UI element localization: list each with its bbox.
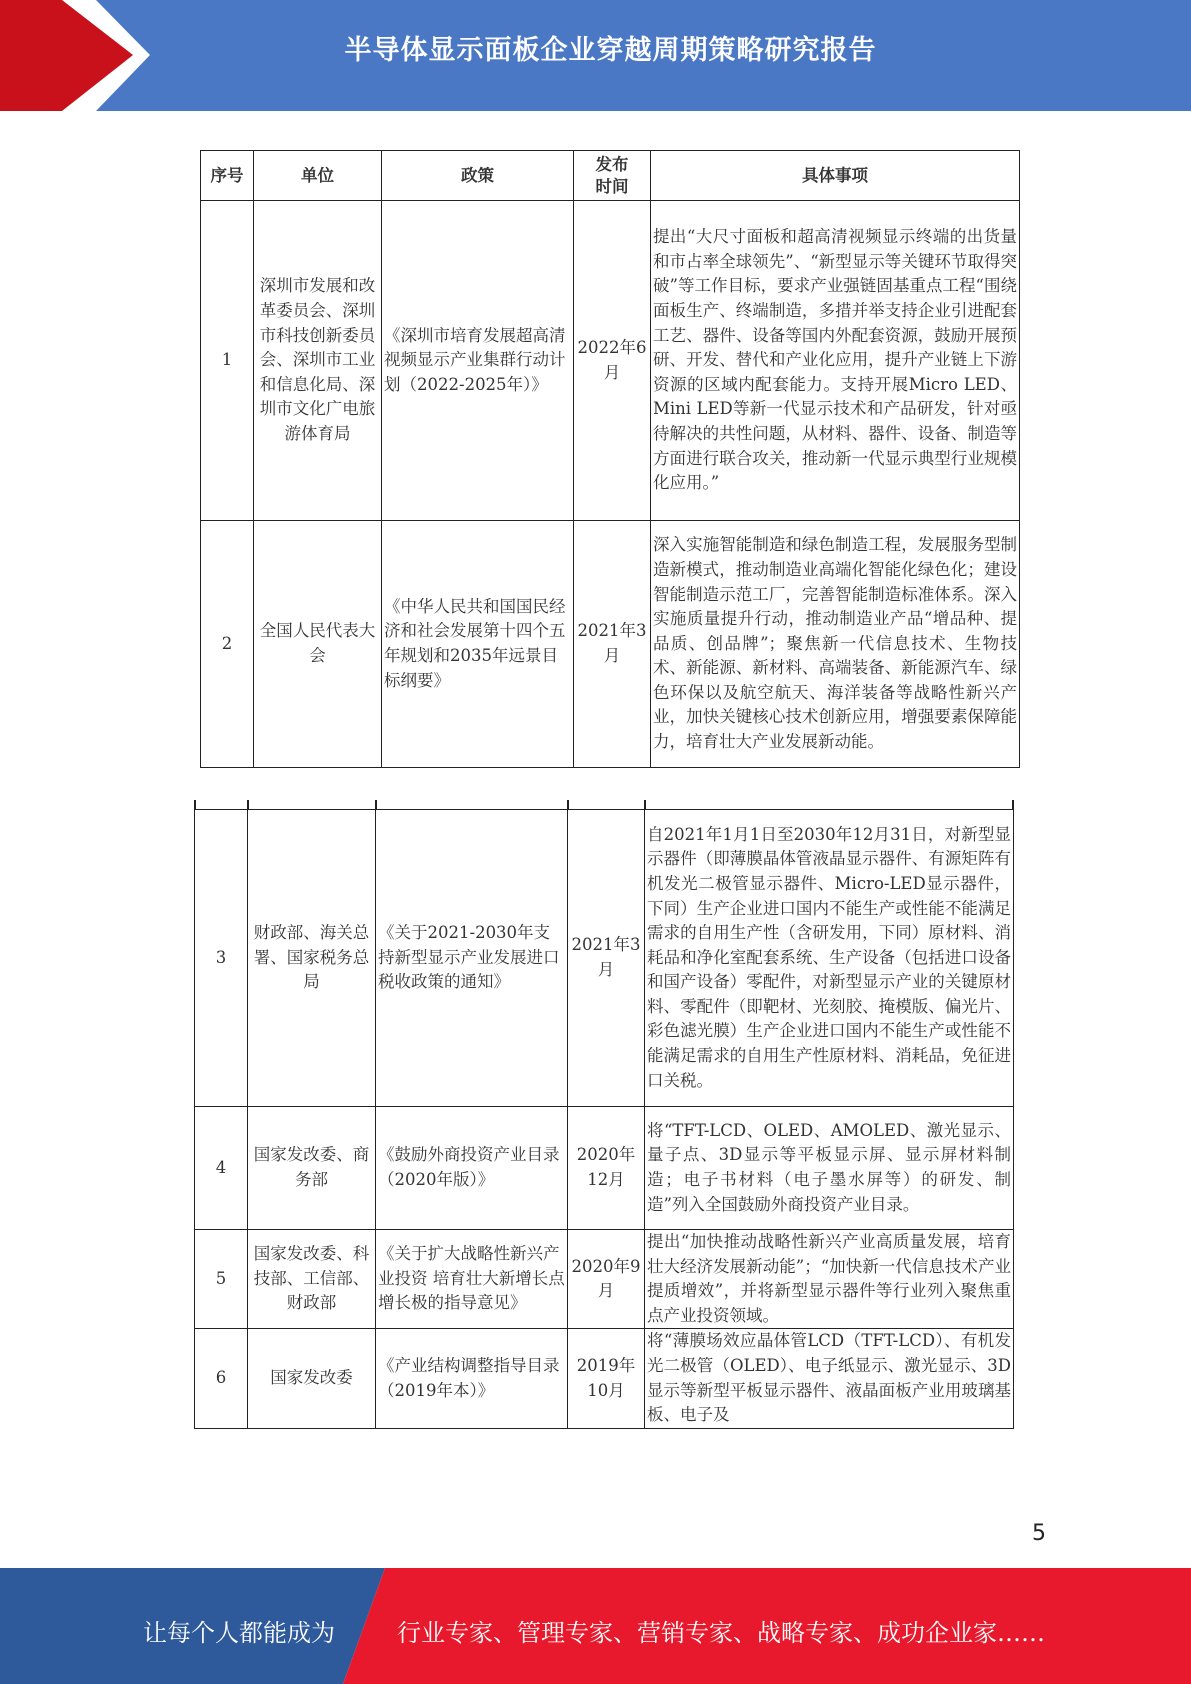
row-unit: 国家发改委、科技部、工信部、财政部 xyxy=(248,1230,376,1329)
row-unit: 国家发改委、商务部 xyxy=(248,1107,376,1230)
row-unit: 全国人民代表大会 xyxy=(254,521,382,768)
row-policy: 《关于2021-2030年支持新型显示产业发展进口税收政策的通知》 xyxy=(376,810,568,1107)
policy-table-part-2 xyxy=(194,809,1014,1429)
row-index: 2 xyxy=(201,521,254,768)
row-date: 2022年6月 xyxy=(574,201,651,521)
row-policy: 《深圳市培育发展超高清视频显示产业集群行动计划（2022-2025年）》 xyxy=(382,201,574,521)
row-unit: 国家发改委 xyxy=(248,1329,376,1428)
page-footer xyxy=(0,1568,1191,1684)
table-row xyxy=(195,1230,1014,1329)
row-date: 2021年3月 xyxy=(574,521,651,768)
table-row xyxy=(201,521,1020,768)
row-unit: 财政部、海关总署、国家税务总局 xyxy=(248,810,376,1107)
row-detail: 提出“大尺寸面板和超高清视频显示终端的出货量和市占率全球领先”、“新型显示等关键环节取得突破”等工作目标，要求产业强链固基重点工程“围绕面板生产、终端制造，多措并举支持企业引进配套工艺、器件、设备等国内外配套资源，鼓励开展预研、开发、替代和产业化应用，提升产业链上下游资源的区域内配套能力。支持开展Micro LED、Mini LED等新一代显示技术和产品研发，针对亟待解决的共性问题，从材料、器件、设备、制造等方面进行联合攻关，推动新一代显示典型行业规模化应用。” xyxy=(651,201,1020,521)
row-detail: 将“TFT-LCD、OLED、AMOLED、激光显示、量子点、3D显示等平板显示屏、显示屏材料制造；电子书材料（电子墨水屏等）的研发、制造”列入全国鼓励外商投资产业目录。 xyxy=(645,1107,1014,1230)
row-index: 1 xyxy=(201,201,254,521)
row-unit: 深圳市发展和改革委员会、深圳市科技创新委员会、深圳市工业和信息化局、深圳市文化广电旅游体育局 xyxy=(254,201,382,521)
table-row xyxy=(195,810,1014,1107)
row-policy: 《中华人民共和国国民经济和社会发展第十四个五年规划和2035年远景目标纲要》 xyxy=(382,521,574,768)
row-detail: 提出“加快推动战略性新兴产业高质量发展，培育壮大经济发展新动能”；“加快新一代信息技术产业提质增效”，并将新型显示器件等行业列入聚焦重点产业投资领域。 xyxy=(645,1230,1014,1329)
header-unit: 单位 xyxy=(254,151,382,201)
row-index: 5 xyxy=(195,1230,248,1329)
page-number: 5 xyxy=(1032,1521,1046,1546)
table-row xyxy=(195,1329,1014,1428)
header-date: 发布时间 xyxy=(574,151,651,201)
footer-slogan-right: 行业专家、管理专家、营销专家、战略专家、成功企业家…… xyxy=(397,1619,1045,1647)
header-index: 序号 xyxy=(201,151,254,201)
page-header xyxy=(0,0,1191,111)
report-title: 半导体显示面板企业穿越周期策略研究报告 xyxy=(344,35,877,66)
row-date: 2020年9月 xyxy=(568,1230,645,1329)
row-index: 4 xyxy=(195,1107,248,1230)
row-index: 6 xyxy=(195,1329,248,1428)
row-policy: 《鼓励外商投资产业目录（2020年版）》 xyxy=(376,1107,568,1230)
policy-table-part-1 xyxy=(200,150,1020,768)
row-detail: 深入实施智能制造和绿色制造工程，发展服务型制造新模式，推动制造业高端化智能化绿色化；建设智能制造示范工厂，完善智能制造标准体系。深入实施质量提升行动，推动制造业产品“增品种、提品质、创品牌”；聚焦新一代信息技术、生物技术、新能源、新材料、高端装备、新能源汽车、绿色环保以及航空航天、海洋装备等战略性新兴产业，加快关键核心技术创新应用，增强要素保障能力，培育壮大产业发展新动能。 xyxy=(651,521,1020,768)
row-policy: 《产业结构调整指导目录（2019年本）》 xyxy=(376,1329,568,1428)
row-date: 2021年3月 xyxy=(568,810,645,1107)
header-detail: 具体事项 xyxy=(651,151,1020,201)
table-header-row xyxy=(201,151,1020,201)
row-detail: 自2021年1月1日至2030年12月31日，对新型显示器件（即薄膜晶体管液晶显示器件、有源矩阵有机发光二极管显示器件、Micro-LED显示器件，下同）生产企业进口国内不能生产或性能不能满足需求的自用生产性（含研发用，下同）原材料、消耗品和净化室配套系统、生产设备（包括进口设备和国产设备）零配件，对新型显示产业的关键原材料、零配件（即靶材、光刻胶、掩模版、偏光片、彩色滤光膜）生产企业进口国内不能生产或性能不能满足需求的自用生产性原材料、消耗品，免征进口关税。 xyxy=(645,810,1014,1107)
table-row xyxy=(195,1107,1014,1230)
table-continuation-marks xyxy=(194,800,1014,809)
row-date: 2019年10月 xyxy=(568,1329,645,1428)
row-index: 3 xyxy=(195,810,248,1107)
row-policy: 《关于扩大战略性新兴产业投资 培育壮大新增长点增长极的指导意见》 xyxy=(376,1230,568,1329)
table-row xyxy=(201,201,1020,521)
row-detail: 将“薄膜场效应晶体管LCD（TFT-LCD）、有机发光二极管（OLED）、电子纸显示、激光显示、3D显示等新型平板显示器件、液晶面板产业用玻璃基板、电子及 xyxy=(645,1329,1014,1428)
footer-slogan-left: 让每个人都能成为 xyxy=(143,1619,335,1647)
row-date: 2020年12月 xyxy=(568,1107,645,1230)
header-policy: 政策 xyxy=(382,151,574,201)
